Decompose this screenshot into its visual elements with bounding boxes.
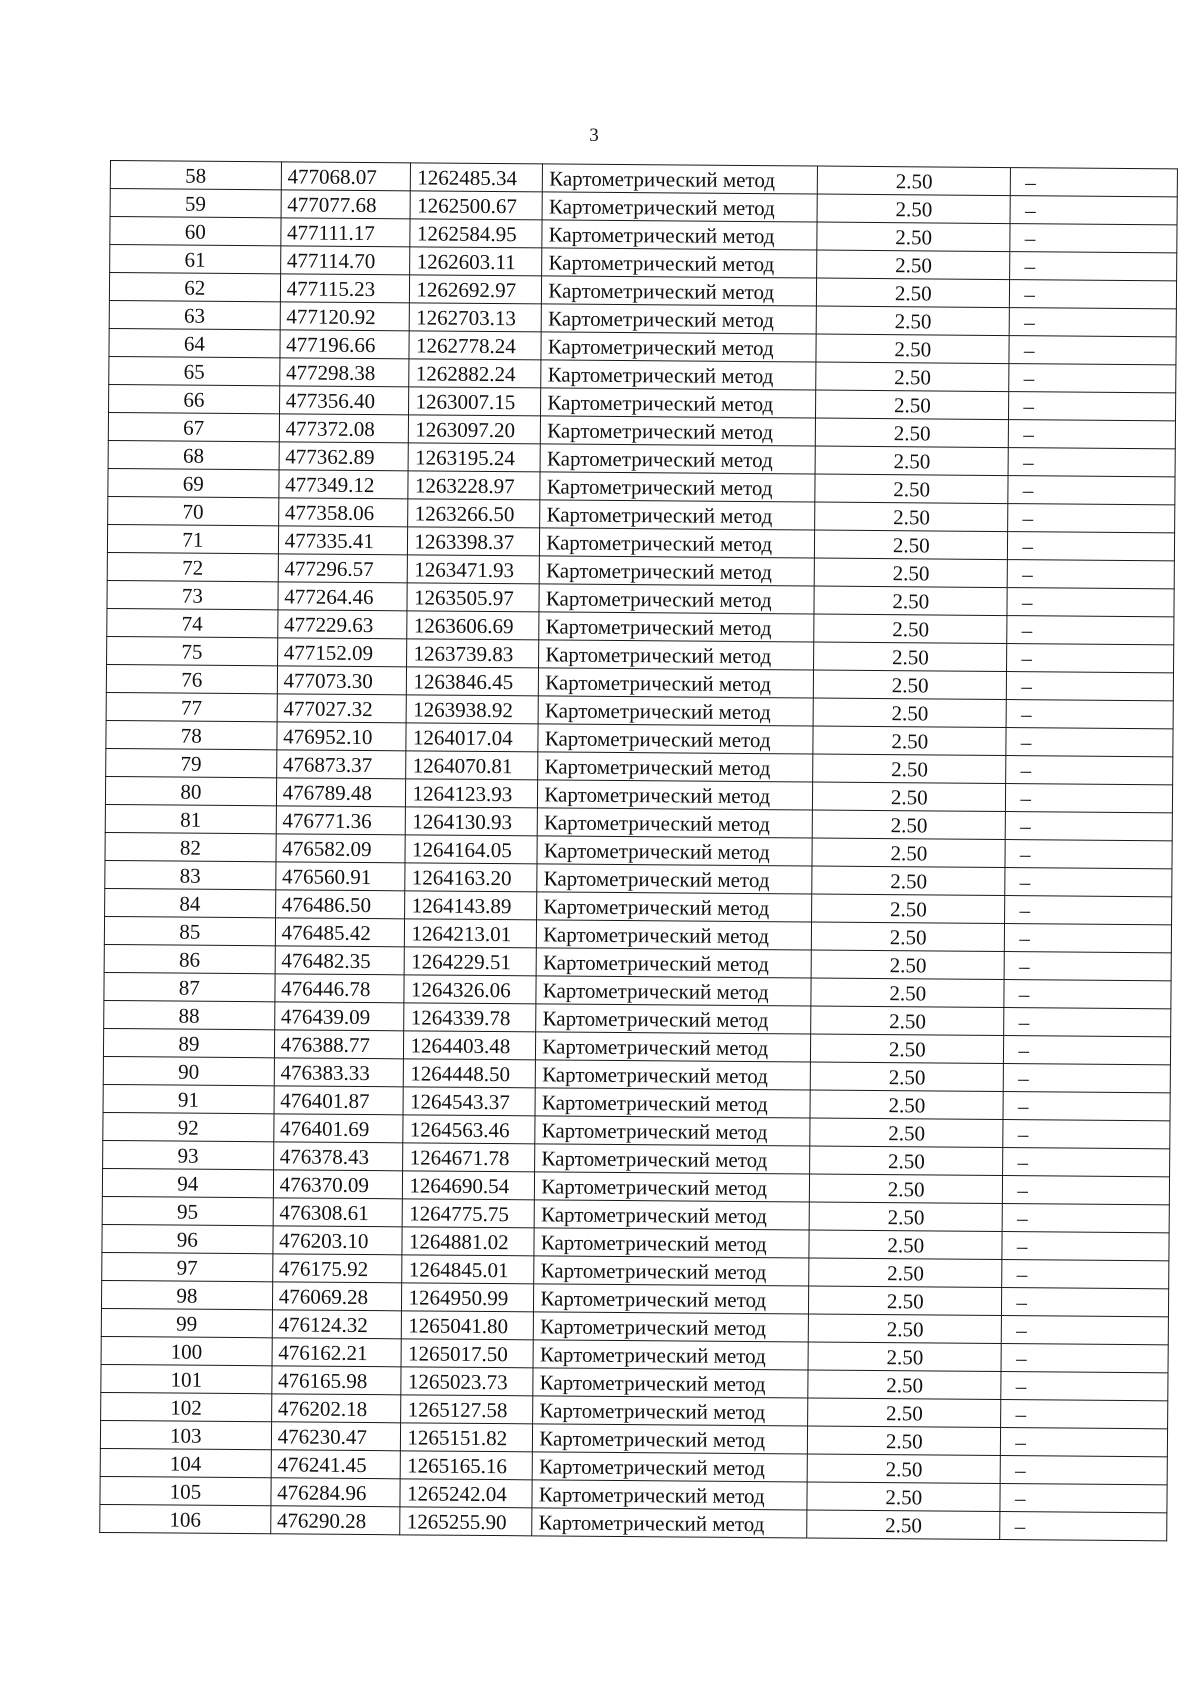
description-cell: – [1006,812,1173,841]
point-number-cell: 63 [109,300,280,329]
method-cell: Картометрический метод [538,724,813,754]
point-number-cell: 95 [102,1196,273,1225]
description-cell: – [1007,672,1174,701]
x-coordinate-cell: 477372.08 [279,414,409,443]
point-number-cell: 62 [109,273,280,302]
x-coordinate-cell: 477358.06 [278,498,408,527]
method-cell: Картометрический метод [535,1116,810,1146]
accuracy-cell: 2.50 [813,698,1006,728]
point-number-cell: 96 [102,1224,273,1253]
method-cell: Картометрический метод [536,948,811,978]
y-coordinate-cell: 1264130.93 [406,807,538,836]
point-number-cell: 93 [103,1140,274,1169]
y-coordinate-cell: 1262485.34 [411,163,543,192]
accuracy-cell: 2.50 [813,754,1006,784]
accuracy-cell: 2.50 [813,726,1006,756]
accuracy-cell: 2.50 [815,502,1008,532]
point-number-cell: 94 [102,1168,273,1197]
y-coordinate-cell: 1264164.05 [405,835,537,864]
accuracy-cell: 2.50 [815,474,1008,504]
y-coordinate-cell: 1262703.13 [410,303,542,332]
point-number-cell: 87 [104,972,275,1001]
description-cell: – [1003,1092,1170,1121]
x-coordinate-cell: 477077.68 [281,190,411,219]
accuracy-cell: 2.50 [809,1258,1002,1288]
accuracy-cell: 2.50 [813,782,1006,812]
accuracy-cell: 2.50 [810,1174,1003,1204]
y-coordinate-cell: 1264543.37 [403,1087,535,1116]
x-coordinate-cell: 477111.17 [281,218,411,247]
method-cell: Картометрический метод [542,220,817,250]
y-coordinate-cell: 1264950.99 [402,1283,534,1312]
accuracy-cell: 2.50 [812,810,1005,840]
description-cell: – [1010,280,1177,309]
point-number-cell: 106 [100,1504,271,1533]
description-cell: – [1007,588,1174,617]
method-cell: Картометрический метод [542,192,817,222]
x-coordinate-cell: 476370.09 [273,1170,403,1199]
y-coordinate-cell: 1262500.67 [411,191,543,220]
point-number-cell: 70 [108,496,279,525]
point-number-cell: 97 [102,1252,273,1281]
method-cell: Картометрический метод [541,332,816,362]
y-coordinate-cell: 1263606.69 [407,611,539,640]
accuracy-cell: 2.50 [814,642,1007,672]
x-coordinate-cell: 476308.61 [273,1198,403,1227]
x-coordinate-cell: 477362.89 [279,442,409,471]
method-cell: Картометрический метод [534,1256,809,1286]
y-coordinate-cell: 1264326.06 [404,975,536,1004]
x-coordinate-cell: 477115.23 [280,274,410,303]
y-coordinate-cell: 1265017.50 [401,1339,533,1368]
method-cell: Картометрический метод [540,472,815,502]
description-cell: – [1006,784,1173,813]
point-number-cell: 77 [106,692,277,721]
method-cell: Картометрический метод [537,920,812,950]
point-number-cell: 85 [104,916,275,945]
x-coordinate-cell: 476582.09 [276,834,406,863]
accuracy-cell: 2.50 [816,390,1009,420]
x-coordinate-cell: 476401.69 [273,1114,403,1143]
point-number-cell: 86 [104,944,275,973]
x-coordinate-cell: 476202.18 [271,1394,401,1423]
description-cell: – [1008,448,1175,477]
accuracy-cell: 2.50 [808,1342,1001,1372]
accuracy-cell: 2.50 [816,334,1009,364]
y-coordinate-cell: 1264070.81 [406,751,538,780]
y-coordinate-cell: 1264339.78 [404,1003,536,1032]
point-number-cell: 89 [103,1028,274,1057]
description-cell: – [1003,1176,1170,1205]
method-cell: Картометрический метод [538,780,813,810]
description-cell: – [1010,308,1177,337]
method-cell: Картометрический метод [539,556,814,586]
x-coordinate-cell: 477298.38 [279,358,409,387]
x-coordinate-cell: 476789.48 [276,778,406,807]
y-coordinate-cell: 1265165.16 [401,1451,533,1480]
x-coordinate-cell: 476124.32 [272,1310,402,1339]
point-number-cell: 72 [107,552,278,581]
y-coordinate-cell: 1265041.80 [402,1311,534,1340]
description-cell: – [1004,1008,1171,1037]
x-coordinate-cell: 476482.35 [275,946,405,975]
method-cell: Картометрический метод [534,1228,809,1258]
y-coordinate-cell: 1263228.97 [408,471,540,500]
accuracy-cell: 2.50 [817,250,1010,280]
point-number-cell: 88 [104,1000,275,1029]
method-cell: Картометрический метод [541,360,816,390]
x-coordinate-cell: 477335.41 [278,526,408,555]
y-coordinate-cell: 1262692.97 [410,275,542,304]
description-cell: – [1009,364,1176,393]
accuracy-cell: 2.50 [812,838,1005,868]
accuracy-cell: 2.50 [817,222,1010,252]
page-number: 3 [589,125,599,146]
y-coordinate-cell: 1263846.45 [407,667,539,696]
point-number-cell: 105 [100,1476,271,1505]
y-coordinate-cell: 1263195.24 [409,443,541,472]
description-cell: – [1002,1204,1169,1233]
method-cell: Картометрический метод [533,1340,808,1370]
method-cell: Картометрический метод [543,164,818,194]
description-cell: – [1008,504,1175,533]
description-cell: – [1001,1372,1168,1401]
method-cell: Картометрический метод [538,696,813,726]
x-coordinate-cell: 477073.30 [277,666,407,695]
x-coordinate-cell: 476284.96 [271,1478,401,1507]
method-cell: Картометрический метод [536,1032,811,1062]
accuracy-cell: 2.50 [814,558,1007,588]
accuracy-cell: 2.50 [807,1482,1000,1512]
point-number-cell: 90 [103,1056,274,1085]
x-coordinate-cell: 477296.57 [278,554,408,583]
y-coordinate-cell: 1264143.89 [405,891,537,920]
description-cell: – [1005,896,1172,925]
point-number-cell: 84 [105,888,276,917]
x-coordinate-cell: 477264.46 [278,582,408,611]
point-number-cell: 102 [101,1392,272,1421]
x-coordinate-cell: 477114.70 [280,246,410,275]
point-number-cell: 100 [101,1336,272,1365]
description-cell: – [1003,1148,1170,1177]
accuracy-cell: 2.50 [810,1090,1003,1120]
description-cell: – [1003,1120,1170,1149]
accuracy-cell: 2.50 [811,950,1004,980]
accuracy-cell: 2.50 [811,1034,1004,1064]
point-number-cell: 101 [101,1364,272,1393]
description-cell: – [1010,224,1177,253]
y-coordinate-cell: 1263398.37 [408,527,540,556]
method-cell: Картометрический метод [538,808,813,838]
x-coordinate-cell: 476388.77 [274,1030,404,1059]
y-coordinate-cell: 1264403.48 [404,1031,536,1060]
accuracy-cell: 2.50 [810,1062,1003,1092]
y-coordinate-cell: 1264881.02 [402,1227,534,1256]
accuracy-cell: 2.50 [815,530,1008,560]
x-coordinate-cell: 477152.09 [277,638,407,667]
method-cell: Картометрический метод [533,1368,808,1398]
method-cell: Картометрический метод [534,1284,809,1314]
method-cell: Картометрический метод [540,500,815,530]
point-number-cell: 64 [109,328,280,357]
y-coordinate-cell: 1263266.50 [408,499,540,528]
x-coordinate-cell: 477196.66 [280,330,410,359]
x-coordinate-cell: 476952.10 [277,722,407,751]
accuracy-cell: 2.50 [811,1006,1004,1036]
point-number-cell: 103 [100,1420,271,1449]
x-coordinate-cell: 476401.87 [274,1086,404,1115]
method-cell: Картометрический метод [536,1060,811,1090]
accuracy-cell: 2.50 [811,978,1004,1008]
description-cell: – [1006,728,1173,757]
x-coordinate-cell: 477068.07 [281,162,411,191]
description-cell: – [1006,700,1173,729]
accuracy-cell: 2.50 [816,362,1009,392]
point-number-cell: 74 [107,608,278,637]
y-coordinate-cell: 1265151.82 [401,1423,533,1452]
description-cell: – [1008,476,1175,505]
point-number-cell: 69 [108,468,279,497]
x-coordinate-cell: 476162.21 [272,1338,402,1367]
description-cell: – [1002,1316,1169,1345]
method-cell: Картометрический метод [534,1200,809,1230]
x-coordinate-cell: 476290.28 [270,1506,400,1535]
method-cell: Картометрический метод [535,1172,810,1202]
method-cell: Картометрический метод [532,1452,807,1482]
method-cell: Картометрический метод [539,668,814,698]
method-cell: Картометрический метод [541,304,816,334]
description-cell: – [1007,616,1174,645]
accuracy-cell: 2.50 [815,418,1008,448]
y-coordinate-cell: 1262778.24 [409,331,541,360]
x-coordinate-cell: 476486.50 [275,890,405,919]
description-cell: – [1008,560,1175,589]
y-coordinate-cell: 1264563.46 [403,1115,535,1144]
accuracy-cell: 2.50 [808,1426,1001,1456]
method-cell: Картометрический метод [541,416,816,446]
method-cell: Картометрический метод [535,1088,810,1118]
method-cell: Картометрический метод [540,444,815,474]
point-number-cell: 83 [105,860,276,889]
description-cell: – [1009,392,1176,421]
point-number-cell: 71 [107,524,278,553]
y-coordinate-cell: 1263739.83 [407,639,539,668]
description-cell: – [1004,952,1171,981]
method-cell: Картометрический метод [535,1144,810,1174]
method-cell: Картометрический метод [539,612,814,642]
y-coordinate-cell: 1265023.73 [401,1367,533,1396]
x-coordinate-cell: 476165.98 [271,1366,401,1395]
x-coordinate-cell: 476485.42 [275,918,405,947]
point-number-cell: 80 [105,776,276,805]
method-cell: Картометрический метод [537,836,812,866]
method-cell: Картометрический метод [537,892,812,922]
y-coordinate-cell: 1265255.90 [400,1507,532,1536]
coordinates-table [99,160,1178,1541]
method-cell: Картометрический метод [533,1424,808,1454]
accuracy-cell: 2.50 [814,586,1007,616]
point-number-cell: 78 [106,720,277,749]
point-number-cell: 73 [107,580,278,609]
description-cell: – [1002,1260,1169,1289]
accuracy-cell: 2.50 [814,614,1007,644]
x-coordinate-cell: 476446.78 [275,974,405,1003]
method-cell: Картометрический метод [532,1508,807,1538]
x-coordinate-cell: 476383.33 [274,1058,404,1087]
point-number-cell: 75 [107,636,278,665]
accuracy-cell: 2.50 [817,194,1010,224]
x-coordinate-cell: 477349.12 [279,470,409,499]
y-coordinate-cell: 1263471.93 [408,555,540,584]
y-coordinate-cell: 1264017.04 [406,723,538,752]
accuracy-cell: 2.50 [808,1314,1001,1344]
point-number-cell: 91 [103,1084,274,1113]
point-number-cell: 79 [106,748,277,777]
method-cell: Картометрический метод [537,864,812,894]
accuracy-cell: 2.50 [810,1118,1003,1148]
point-number-cell: 60 [110,217,281,246]
method-cell: Картометрический метод [536,976,811,1006]
x-coordinate-cell: 477120.92 [280,302,410,331]
method-cell: Картометрический метод [541,388,816,418]
description-cell: – [1005,840,1172,869]
point-number-cell: 58 [110,161,281,190]
description-cell: – [1009,420,1176,449]
x-coordinate-cell: 476771.36 [276,806,406,835]
method-cell: Картометрический метод [542,248,817,278]
point-number-cell: 92 [103,1112,274,1141]
y-coordinate-cell: 1264213.01 [405,919,537,948]
point-number-cell: 81 [105,804,276,833]
point-number-cell: 82 [105,832,276,861]
y-coordinate-cell: 1263938.92 [407,695,539,724]
accuracy-cell: 2.50 [812,894,1005,924]
y-coordinate-cell: 1262882.24 [409,359,541,388]
accuracy-cell: 2.50 [814,670,1007,700]
description-cell: – [1007,644,1174,673]
x-coordinate-cell: 476873.37 [276,750,406,779]
description-cell: – [1000,1512,1167,1541]
y-coordinate-cell: 1262584.95 [410,219,542,248]
y-coordinate-cell: 1264163.20 [405,863,537,892]
y-coordinate-cell: 1263097.20 [409,415,541,444]
accuracy-cell: 2.50 [808,1398,1001,1428]
x-coordinate-cell: 477356.40 [279,386,409,415]
point-number-cell: 104 [100,1448,271,1477]
accuracy-cell: 2.50 [807,1454,1000,1484]
coordinates-table-body [100,161,1178,1541]
accuracy-cell: 2.50 [809,1202,1002,1232]
description-cell: – [1004,980,1171,1009]
accuracy-cell: 2.50 [816,306,1009,336]
y-coordinate-cell: 1264845.01 [402,1255,534,1284]
description-cell: – [1010,252,1177,281]
point-number-cell: 59 [110,189,281,218]
y-coordinate-cell: 1264123.93 [406,779,538,808]
accuracy-cell: 2.50 [812,922,1005,952]
x-coordinate-cell: 476203.10 [273,1226,403,1255]
description-cell: – [1004,1064,1171,1093]
method-cell: Картометрический метод [536,1004,811,1034]
point-number-cell: 65 [109,356,280,385]
y-coordinate-cell: 1264229.51 [405,947,537,976]
description-cell: – [1005,868,1172,897]
x-coordinate-cell: 476439.09 [274,1002,404,1031]
y-coordinate-cell: 1264448.50 [404,1059,536,1088]
method-cell: Картометрический метод [540,528,815,558]
description-cell: – [1001,1400,1168,1429]
point-number-cell: 61 [110,245,281,274]
description-cell: – [1001,1456,1168,1485]
description-cell: – [1006,756,1173,785]
description-cell: – [1002,1288,1169,1317]
accuracy-cell: 2.50 [807,1510,1000,1540]
point-number-cell: 98 [101,1280,272,1309]
point-number-cell: 68 [108,440,279,469]
method-cell: Картометрический метод [533,1396,808,1426]
description-cell: – [1001,1428,1168,1457]
accuracy-cell: 2.50 [817,278,1010,308]
point-number-cell: 76 [106,664,277,693]
accuracy-cell: 2.50 [809,1230,1002,1260]
x-coordinate-cell: 476069.28 [272,1282,402,1311]
method-cell: Картометрический метод [539,640,814,670]
x-coordinate-cell: 477229.63 [277,610,407,639]
description-cell: – [1000,1484,1167,1513]
description-cell: – [1004,1036,1171,1065]
y-coordinate-cell: 1262603.11 [410,247,542,276]
x-coordinate-cell: 476241.45 [271,1450,401,1479]
method-cell: Картометрический метод [542,276,817,306]
accuracy-cell: 2.50 [809,1286,1002,1316]
point-number-cell: 67 [108,412,279,441]
y-coordinate-cell: 1264775.75 [403,1199,535,1228]
accuracy-cell: 2.50 [808,1370,1001,1400]
description-cell: – [1001,1344,1168,1373]
accuracy-cell: 2.50 [812,866,1005,896]
description-cell: – [1005,924,1172,953]
accuracy-cell: 2.50 [815,446,1008,476]
y-coordinate-cell: 1264690.54 [403,1171,535,1200]
y-coordinate-cell: 1265242.04 [400,1479,532,1508]
point-number-cell: 66 [109,384,280,413]
method-cell: Картометрический метод [538,752,813,782]
accuracy-cell: 2.50 [817,166,1010,196]
y-coordinate-cell: 1264671.78 [403,1143,535,1172]
y-coordinate-cell: 1265127.58 [401,1395,533,1424]
x-coordinate-cell: 477027.32 [277,694,407,723]
x-coordinate-cell: 476378.43 [273,1142,403,1171]
method-cell: Картометрический метод [539,584,814,614]
description-cell: – [1011,168,1178,197]
method-cell: Картометрический метод [534,1312,809,1342]
description-cell: – [1009,336,1176,365]
point-number-cell: 99 [101,1308,272,1337]
x-coordinate-cell: 476560.91 [275,862,405,891]
method-cell: Картометрический метод [532,1480,807,1510]
x-coordinate-cell: 476230.47 [271,1422,401,1451]
description-cell: – [1008,532,1175,561]
description-cell: – [1002,1232,1169,1261]
y-coordinate-cell: 1263505.97 [407,583,539,612]
accuracy-cell: 2.50 [810,1146,1003,1176]
x-coordinate-cell: 476175.92 [272,1254,402,1283]
description-cell: – [1010,196,1177,225]
y-coordinate-cell: 1263007.15 [409,387,541,416]
